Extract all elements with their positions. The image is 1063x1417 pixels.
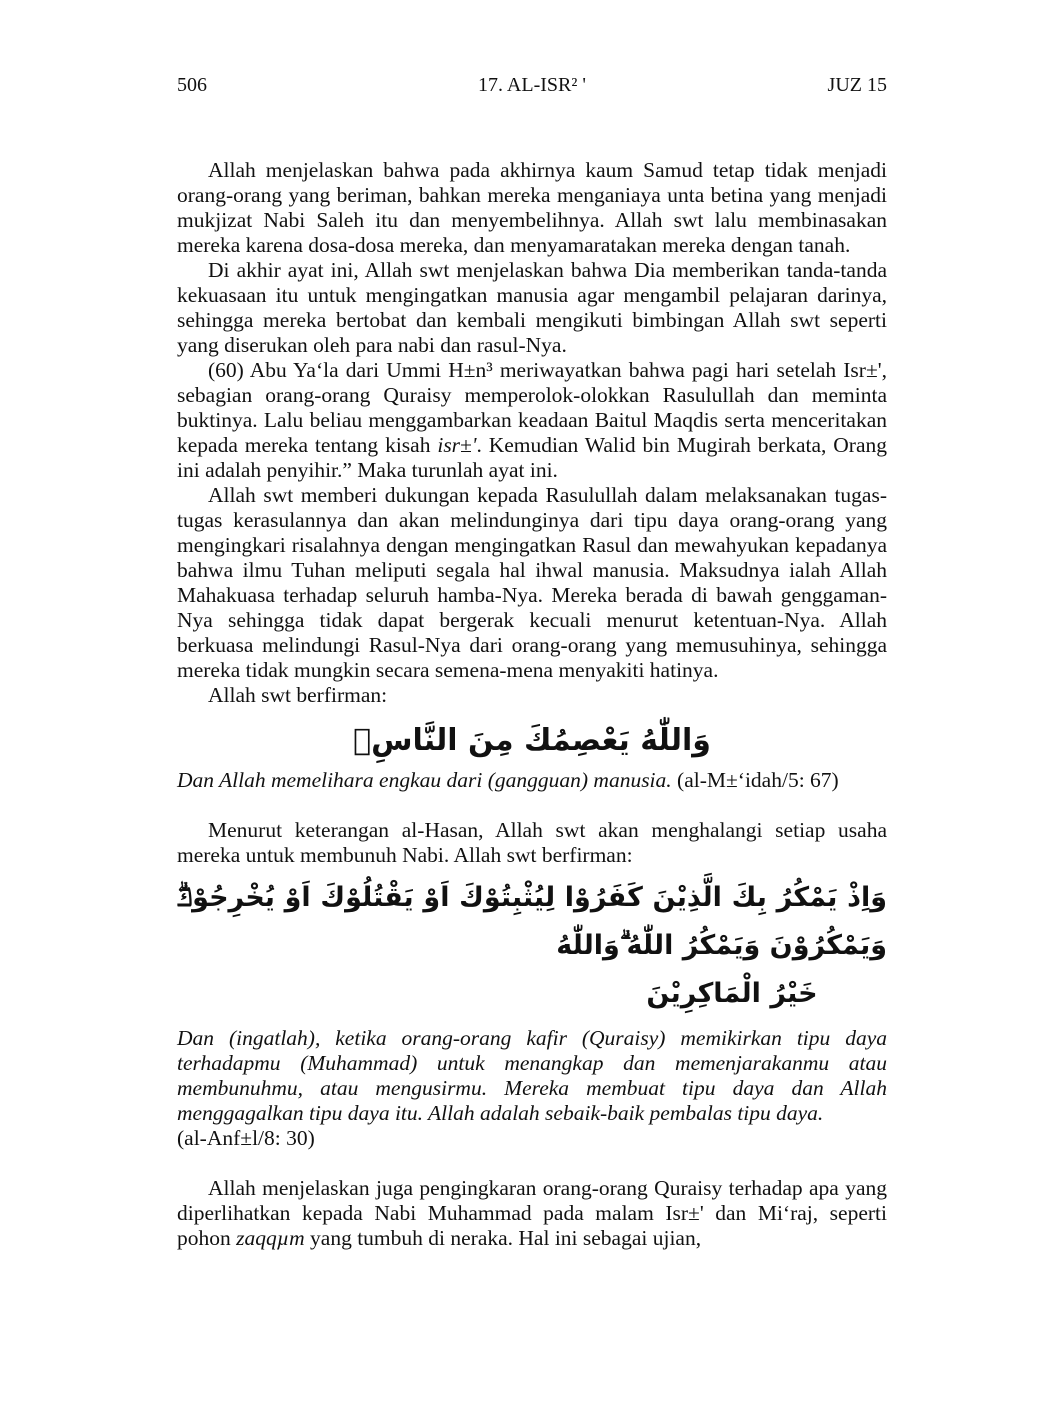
translation-maidah: Dan Allah memelihara engkau dari (gangguan) manusia. (al-M±‘idah/5: 67) bbox=[177, 768, 839, 792]
paragraph-al-hasan: Menurut keterangan al-Hasan, Allah swt akan menghalangi setiap usaha mereka untuk membunuh Nabi. Allah swt berfirman: bbox=[177, 818, 887, 867]
juz-label: JUZ 15 bbox=[827, 74, 887, 96]
surah-title: 17. AL-ISR² ' bbox=[478, 74, 586, 96]
page-header bbox=[177, 74, 887, 104]
page-body bbox=[177, 158, 887, 1251]
arabic-verse-maidah: وَاللّٰهُ يَعْصِمُكَ مِنَ النَّاسِۗ bbox=[353, 723, 711, 758]
translation-anfal: Dan (ingatlah), ketika orang-orang kafir (Quraisy) memikirkan tipu daya terhadapmu (Muhammad) untuk menangkap dan memenjarakanmu atau membunuhmu, atau mengusirmu. Mereka membuat tipu daya dan Allah menggagalkan tipu daya itu. Allah adalah sebaik-baik pembalas tipu daya. (al-Anf±l/8: 30) bbox=[177, 1026, 887, 1150]
paragraph-signs: Di akhir ayat ini, Allah swt menjelaskan bahwa Dia memberikan tanda-tanda kekuasaan itu untuk mengingatkan manusia agar mengambil pelajaran darinya, sehingga mereka bertobat dan kembali mengikuti bimbingan Allah swt seperti yang diserukan oleh para nabi dan rasul-Nya. bbox=[177, 258, 887, 357]
arabic-verse-anfal-line2: خَيْرُ الْمَاكِرِيْنَ bbox=[646, 978, 818, 1009]
paragraph-asbabun-nuzul: (60) Abu Ya‘la dari Ummi H±n³ meriwayatkan bahwa pagi hari setelah Isr±', sebagian orang-orang Quraisy memperolok-olokkan Rasulullah dan meminta buktinya. Lalu beliau menggambarkan keadaan Baitul Maqdis serta menceritakan kepada mereka tentang kisah isr±'. Kemudian Walid bin Mugirah berkata, Orang ini adalah penyihir.” Maka turunlah ayat ini. bbox=[177, 358, 887, 482]
arabic-verse-anfal-line1: وَاِذْ يَمْكُرُ بِكَ الَّذِيْنَ كَفَرُوْا لِيُثْبِتُوْكَ اَوْ يَقْتُلُوْكَ اَوْ يُخْرِجُوْكَۗ وَيَمْكُرُوْنَ وَيَمْكُرُ اللّٰهُ ۗوَاللّٰهُ bbox=[177, 882, 887, 961]
paragraph-samud: Allah menjelaskan bahwa pada akhirnya kaum Samud tetap tidak menjadi orang-orang yang beriman, bahkan mereka menganiaya unta betina yang menjadi mukjizat Nabi Saleh itu dan menyembelihnya. Allah swt lalu membinasakan mereka karena dosa-dosa mereka, dan menyamaratakan mereka dengan tanah. bbox=[177, 158, 887, 257]
page-number: 506 bbox=[177, 74, 207, 96]
paragraph-protection: Allah swt memberi dukungan kepada Rasulullah dalam melaksanakan tugas-tugas kerasulannya dan akan melindunginya dari tipu daya orang-orang yang mengingkari risalahnya dengan mengingatkan Rasul dan mewahyukan kepadanya bahwa ilmu Tuhan meliputi segala hal ihwal manusia. Maksudnya ialah Allah Mahakuasa terhadap seluruh hamba-Nya. Mereka berada di bawah genggaman-Nya sehingga tidak dapat bergerak kecuali menurut ketentuan-Nya. Allah berkuasa melindungi Rasul-Nya dari orang-orang yang memusuhinya, sehingga mereka tidak mungkin secara semena-mena menyakiti hatinya. bbox=[177, 483, 887, 682]
isra-term: isr±' bbox=[437, 433, 477, 457]
zaqqum-term: zaqqµm bbox=[236, 1226, 305, 1250]
paragraph-firman-intro: Allah swt berfirman: bbox=[208, 683, 388, 707]
paragraph-zaqqum: Allah menjelaskan juga pengingkaran orang-orang Quraisy terhadap apa yang diperlihatkan kepada Nabi Muhammad pada malam Isr±' dan Mi‘raj, seperti pohon zaqqµm yang tumbuh di neraka. Hal ini sebagai ujian, bbox=[177, 1176, 887, 1250]
